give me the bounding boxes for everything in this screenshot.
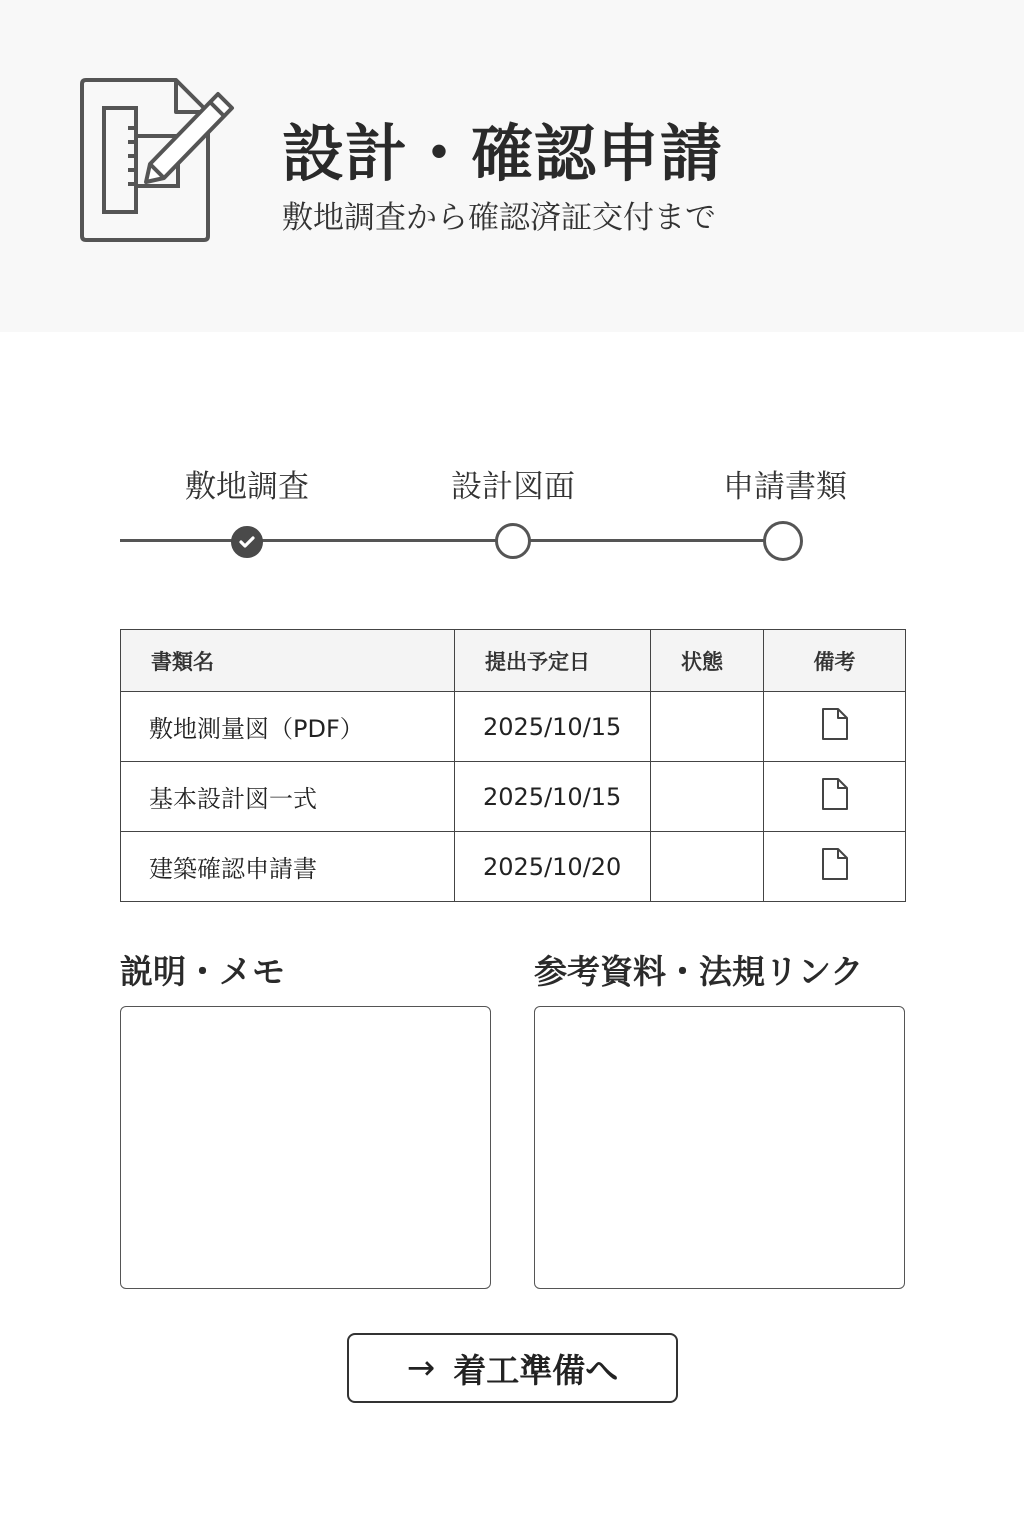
table-row <box>121 762 906 832</box>
next-step-label: 着工準備へ <box>453 1350 619 1390</box>
notes-cell <box>764 832 906 902</box>
check-icon <box>234 529 260 555</box>
arrow-right-icon: → <box>406 1348 436 1388</box>
notes-cell <box>764 692 906 762</box>
due-date: 2025/10/15 <box>455 692 651 762</box>
step-label-design-drawings: 設計図面 <box>451 469 575 505</box>
file-icon[interactable] <box>821 847 849 881</box>
memo-textarea[interactable] <box>120 1006 491 1289</box>
step-node-site-survey[interactable] <box>231 526 263 558</box>
column-header-due-date: 提出予定日 <box>455 630 651 692</box>
due-date: 2025/10/15 <box>455 762 651 832</box>
document-name: 基本設計図一式 <box>121 762 455 832</box>
table-header-row <box>121 630 906 692</box>
document-status <box>651 692 764 762</box>
memo-section-title: 説明・メモ <box>120 952 285 991</box>
progress-stepper <box>120 455 900 570</box>
step-label-application-docs: 申請書類 <box>723 469 847 505</box>
table-row <box>121 692 906 762</box>
document-pencil-icon <box>78 76 238 244</box>
table-row <box>121 832 906 902</box>
documents-table <box>120 629 906 902</box>
step-node-application-docs[interactable] <box>763 521 803 561</box>
references-textarea[interactable] <box>534 1006 905 1289</box>
page-header <box>0 0 1024 332</box>
stepper-line <box>120 539 782 542</box>
document-name: 敷地測量図（PDF） <box>121 692 455 762</box>
step-node-design-drawings[interactable] <box>495 523 531 559</box>
document-status <box>651 762 764 832</box>
page-title: 設計・確認申請 <box>282 117 724 190</box>
column-header-document-name: 書類名 <box>121 630 455 692</box>
file-icon[interactable] <box>821 777 849 811</box>
document-status <box>651 832 764 902</box>
file-icon[interactable] <box>821 707 849 741</box>
column-header-status: 状態 <box>651 630 764 692</box>
document-name: 建築確認申請書 <box>121 832 455 902</box>
page-subtitle: 敷地調査から確認済証交付まで <box>282 200 716 236</box>
references-section-title: 参考資料・法規リンク <box>534 952 864 991</box>
next-step-button[interactable] <box>347 1333 678 1403</box>
step-label-site-survey: 敷地調査 <box>185 469 309 505</box>
column-header-notes: 備考 <box>764 630 906 692</box>
notes-cell <box>764 762 906 832</box>
due-date: 2025/10/20 <box>455 832 651 902</box>
